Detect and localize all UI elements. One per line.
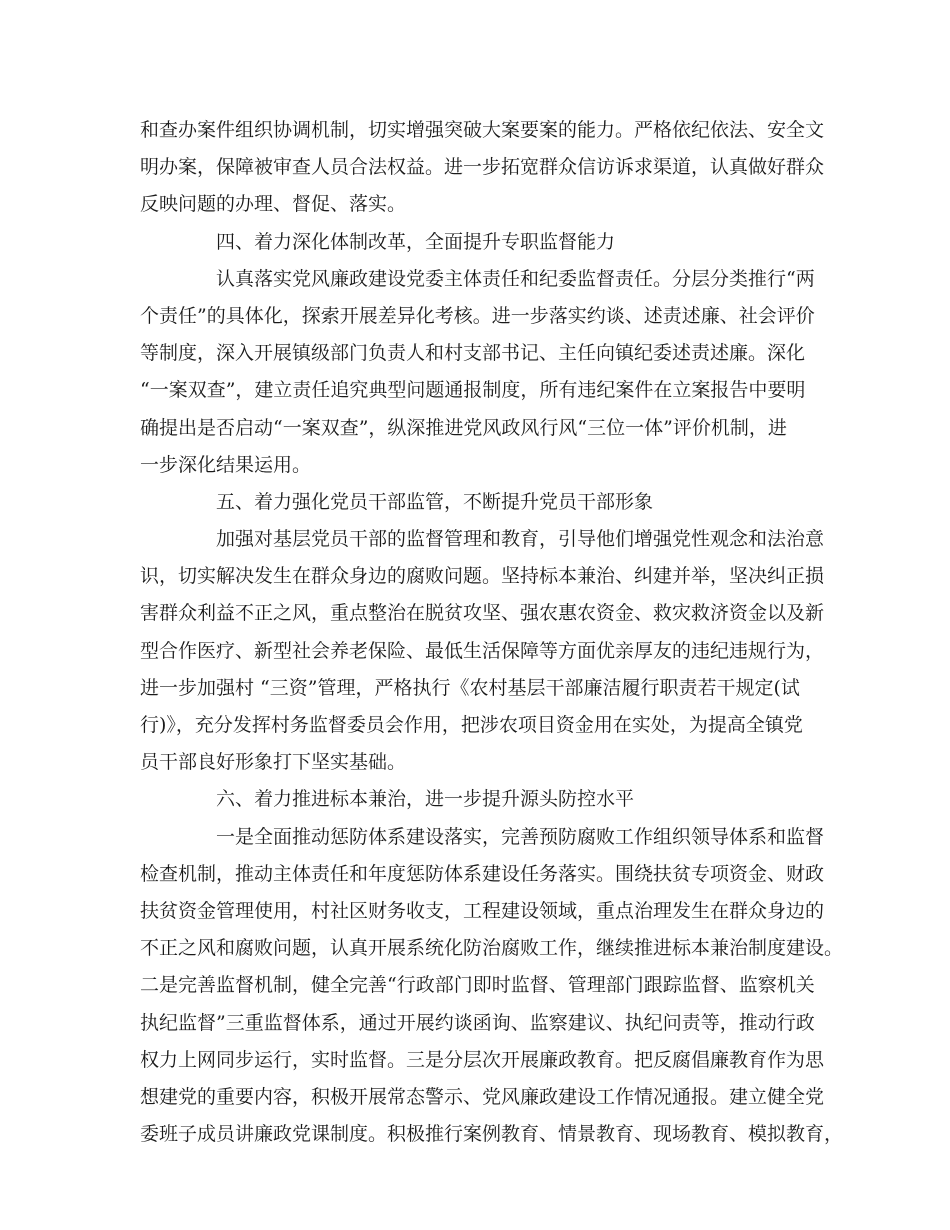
text-line: 明办案，保障被审查人员合法权益。进一步拓宽群众信访诉求渠道，认真做好群众 xyxy=(140,156,825,179)
text-line: 一步深化结果运用。 xyxy=(140,453,312,476)
text-line: 和查办案件组织协调机制，切实增强突破大案要案的能力。严格依纪依法、安全文 xyxy=(140,119,825,141)
text-line: 五、着力强化党员干部监管，不断提升党员干部形象 xyxy=(216,490,654,513)
text-line: 个责任”的具体化，探索开展差异化考核。进一步落实约谈、述责述廉、社会评价 xyxy=(140,304,815,327)
text-line: 加强对基层党员干部的监督管理和教育，引导他们增强党性观念和法治意 xyxy=(216,528,825,551)
text-line: 确提出是否启动“一案双查”，纵深推进党风政风行风“三位一体”评价机制，进 xyxy=(140,416,787,439)
text-line: 执纪监督”三重监督体系，通过开展约谈函询、监察建议、执纪问责等，推动行政 xyxy=(140,1011,815,1034)
text-line: 委班子成员讲廉政党课制度。积极推行案例教育、情景教育、现场教育、模拟教育， xyxy=(140,1123,844,1146)
document-body xyxy=(140,112,844,1153)
text-line: 反映问题的办理、督促、落实。 xyxy=(140,193,407,216)
text-line: 识，切实解决发生在群众身边的腐败问题。坚持标本兼治、纠建并举，坚决纠正损 xyxy=(140,565,825,588)
text-line: 四、着力深化体制改革，全面提升专职监督能力 xyxy=(216,230,616,253)
text-line: 进一步加强村 “三资”管理，严格执行《农村基层干部廉洁履行职责若干规定(试 xyxy=(140,676,800,699)
text-line: 检查机制，推动主体责任和年度惩防体系建设任务落实。围绕扶贫专项资金、财政 xyxy=(140,862,825,885)
text-line: 二是完善监督机制，健全完善“行政部门即时监督、管理部门跟踪监督、监察机关 xyxy=(140,974,815,997)
text-line: 等制度，深入开展镇级部门负责人和村支部书记、主任向镇纪委述责述廉。深化 xyxy=(140,342,806,365)
text-line: 型合作医疗、新型社会养老保险、最低生活保障等方面优亲厚友的违纪违规行为， xyxy=(140,639,825,662)
text-line: 六、着力推进标本兼治，进一步提升源头防控水平 xyxy=(216,788,635,811)
text-line: 认真落实党风廉政建设党委主体责任和纪委监督责任。分层分类推行“两 xyxy=(216,267,815,290)
text-line: 想建党的重要内容，积极开展常态警示、党风廉政建设工作情况通报。建立健全党 xyxy=(140,1085,825,1108)
text-line: 员干部良好形象打下坚实基础。 xyxy=(140,751,407,774)
text-line: 扶贫资金管理使用，村社区财务收支，工程建设领域，重点治理发生在群众身边的 xyxy=(140,899,825,922)
text-line: 害群众利益不正之风，重点整治在脱贫攻坚、强农惠农资金、救灾救济资金以及新 xyxy=(140,602,825,625)
text-line: 行)》，充分发挥村务监督委员会作用，把涉农项目资金用在实处，为提高全镇党 xyxy=(140,714,803,736)
text-line: “一案双查”，建立责任追究典型问题通报制度，所有违纪案件在立案报告中要明 xyxy=(140,379,806,402)
text-line: 一是全面推动惩防体系建设落实，完善预防腐败工作组织领导体系和监督 xyxy=(216,825,825,848)
text-line: 不正之风和腐败问题，认真开展系统化防治腐败工作，继续推进标本兼治制度建设。 xyxy=(140,937,844,960)
text-line: 权力上网同步运行，实时监督。三是分层次开展廉政教育。把反腐倡廉教育作为思 xyxy=(140,1048,825,1071)
